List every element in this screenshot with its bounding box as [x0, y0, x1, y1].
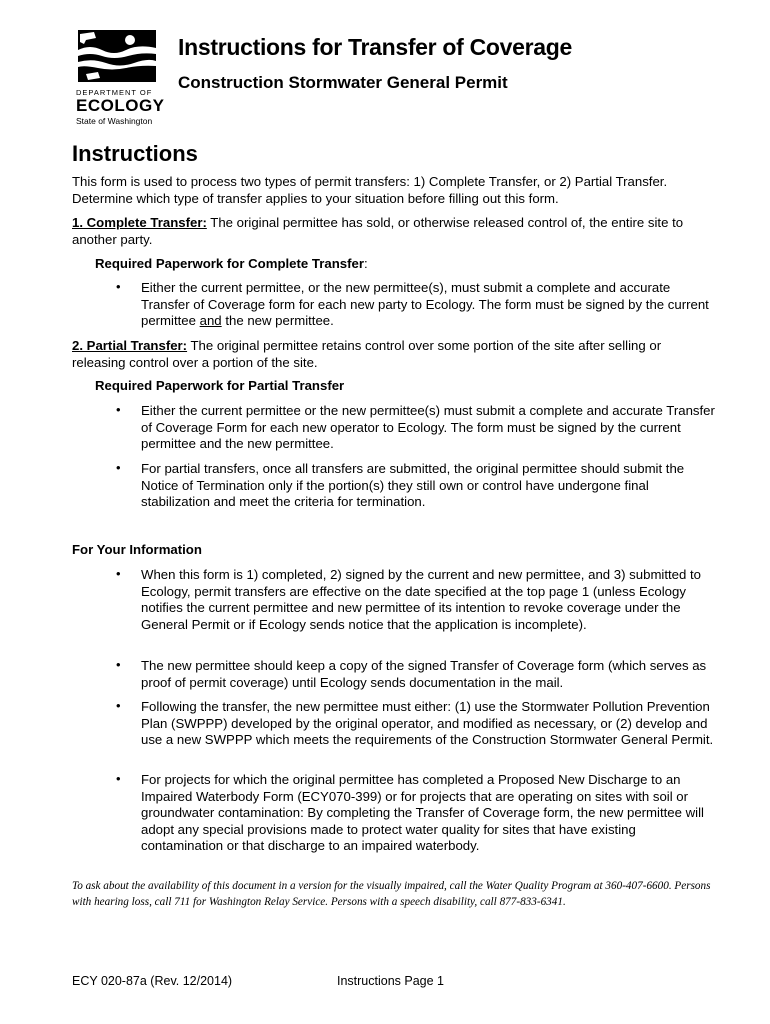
ecology-logo [76, 30, 165, 128]
fyi-bullet-2: The new permittee should keep a copy of the signed Transfer of Coverage form (which serves as proof of permit coverage) until Ecology sends documentation in the mail. [141, 658, 707, 690]
fyi-bullet-1: When this form is 1) completed, 2) signed by the current and new permittee, and 3) submitted to Ecology, permit transfers are effective on the date specified at the top page 1 (unless Ecology notifies the current permittee and new permittee of its intention to revoke coverage under the General Permit or if Ecology sends notice that the application is incomplete). [141, 567, 702, 632]
bullet-icon: • [116, 657, 121, 672]
complete-transfer-text: The original permittee has sold, or otherwise released control of, the entire site to another party. [72, 215, 684, 247]
partial-bullet-1: Either the current permittee or the new permittee(s) must submit a complete and accurate Transfer of Coverage Form for each new operator to Ecology. The form must be signed by the current permittee and the new permittee. [141, 403, 715, 451]
footer-page-number: Instructions Page 1 [337, 974, 445, 988]
partial-transfer-paragraph [72, 338, 712, 371]
accessibility-note: To ask about the availability of this document in a version for the visually impaired, call the Water Quality Program at 360-407-6600. Persons with hearing loss, call 711 for Washington Relay Service. Persons with a speech disability, call 877-833-6341. [72, 880, 711, 908]
bullet-icon: • [116, 771, 121, 786]
partial-required-heading: Required Paperwork for Partial Transfer [95, 378, 345, 393]
fyi-bullet-4: For projects for which the original permittee has completed a Proposed New Discharge to an Impaired Waterbody Form (ECY070-399) or for projects that are operating on sites with soil or groundwater contamination: By completing the Transfer of Coverage form, the new permittee will adopt any special provisions made to protect water quality for sites that have existing contamination or that discharge to an impaired waterbody. [141, 772, 704, 853]
fyi-bullet-3: Following the transfer, the new permittee must either: (1) use the Stormwater Pollution Prevention Plan (SWPPP) developed by the original operator, and modified as necessary, or (2) develop and use a new SWPPP which meets the requirements of the Construction Stormwater General Permit. [141, 699, 714, 747]
section-heading: Instructions [72, 141, 198, 166]
complete-bullet-1-and: and [199, 313, 222, 328]
bullet-icon: • [116, 460, 121, 475]
bullet-icon: • [116, 566, 121, 581]
complete-required-heading [95, 256, 715, 273]
logo-state-text: State of Washington [76, 116, 153, 126]
complete-bullet-1-b: the new permittee. [221, 313, 334, 328]
complete-transfer-paragraph [72, 215, 712, 248]
partial-transfer-text: The original permittee retains control over some portion of the site after selling or releasing control over a portion of the site. [72, 338, 662, 370]
footer-form-id: ECY 020-87a (Rev. 12/2014) [72, 974, 233, 988]
partial-bullet-2: For partial transfers, once all transfers are submitted, the original permittee should submit the Notice of Termination only if the portion(s) they still own or control have undergone final stabilization and meet the criteria for termination. [141, 461, 685, 509]
complete-required-label: Required Paperwork for Complete Transfer [95, 256, 364, 271]
complete-bullet-1-a: Either the current permittee, or the new permittee(s), must submit a complete and accurate Transfer of Coverage form for each new party to Ecology. The form must be signed by the current permittee [141, 280, 709, 328]
page-subtitle: Construction Stormwater General Permit [178, 73, 508, 92]
bullet-icon: • [116, 402, 121, 417]
logo-ecology-text: ECOLOGY [76, 96, 165, 115]
intro-paragraph: This form is used to process two types of permit transfers: 1) Complete Transfer, or 2) Partial Transfer. Determine which type of transfer applies to your situation before filling out this form. [72, 174, 668, 206]
complete-transfer-label: 1. Complete Transfer: [72, 215, 207, 230]
page-title: Instructions for Transfer of Coverage [178, 34, 573, 60]
bullet-icon: • [116, 279, 121, 294]
washington-state-logo-icon [78, 30, 156, 82]
logo-department-text: DEPARTMENT OF [76, 88, 153, 97]
complete-required-colon: : [363, 256, 368, 271]
partial-transfer-label: 2. Partial Transfer: [72, 338, 188, 353]
complete-bullet-1 [141, 280, 719, 330]
bullet-icon: • [116, 698, 121, 713]
fyi-heading: For Your Information [72, 542, 202, 557]
